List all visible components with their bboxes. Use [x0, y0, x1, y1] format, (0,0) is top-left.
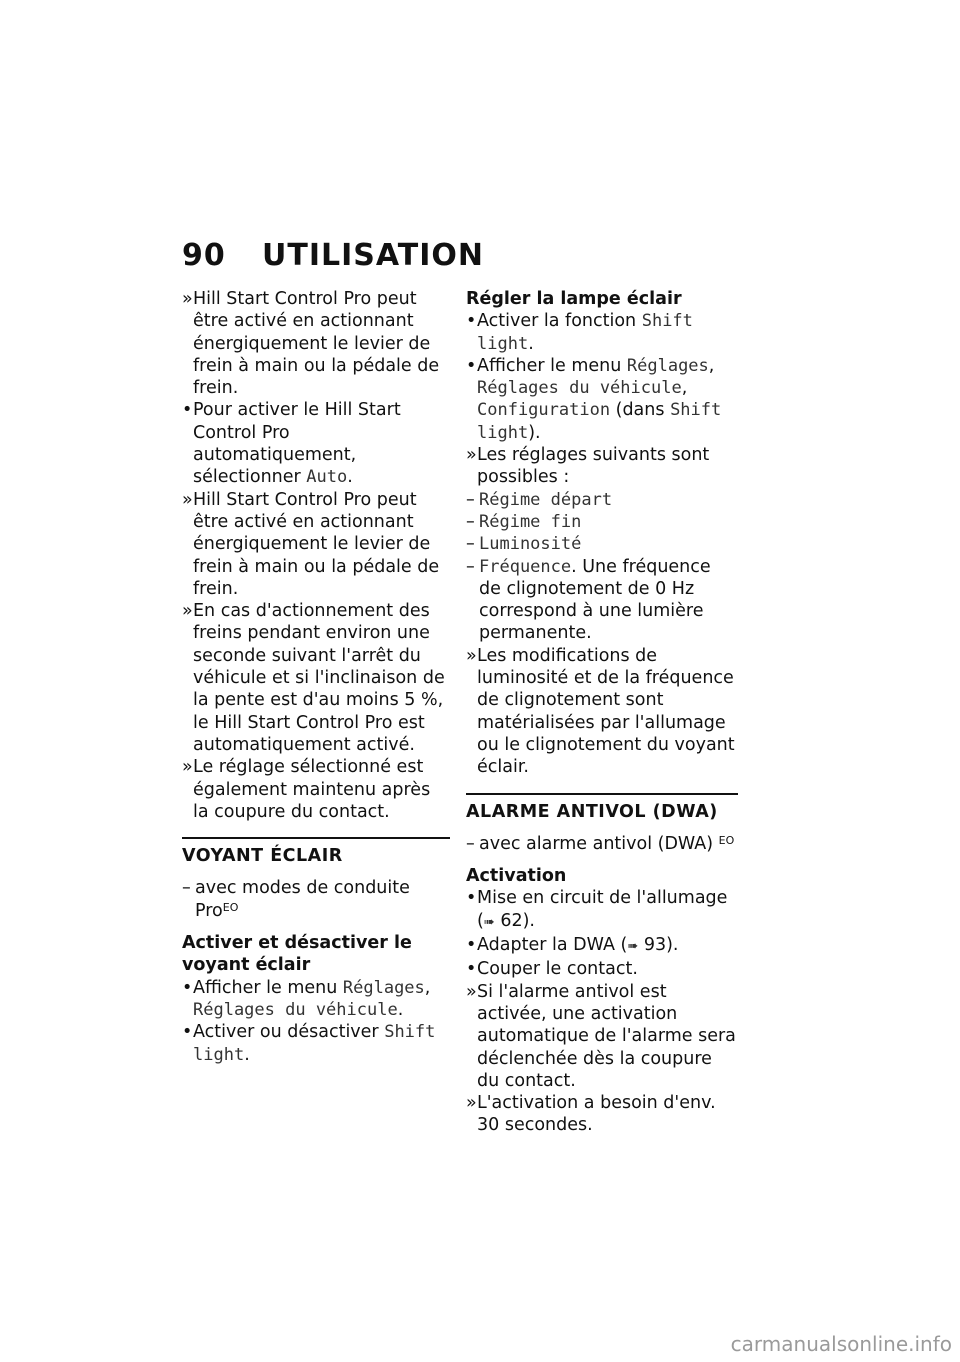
subheading-activation: Activation	[466, 866, 567, 887]
bullet-item: • Couper le contact.	[466, 959, 638, 980]
bullet-icon: •	[466, 959, 477, 980]
result-item: » Si l'alarme antivol est activée, une activation automatique de l'alarme sera déclenchée dès la coupure du contact.	[466, 981, 736, 1091]
eo-superscript: EO	[718, 833, 735, 847]
watermark: carmanualsonline.info	[730, 1332, 952, 1356]
result-item: » En cas d'actionnement des freins pendant environ une seconde suivant l'arrêt du véhicule et si l'inclinaison de la pente est d'au moins 5 %, le Hill Start Control Pro est automatiquement activé.	[182, 601, 445, 755]
bullet-item: • Mise en circuit de l'allumage (➠ 62).	[466, 887, 738, 934]
page-reference-arrow-icon: ➠	[627, 939, 639, 955]
right-column	[466, 288, 738, 1137]
subheading-regler: Régler la lampe éclair	[466, 289, 682, 309]
result-arrow-icon: »	[466, 445, 477, 466]
bullet-item: • Activer la fonction Shift light.	[466, 311, 693, 354]
menu-option-auto: Auto	[306, 467, 348, 488]
eo-superscript: EO	[222, 900, 239, 914]
left-column	[182, 288, 450, 1066]
result-item: » Hill Start Control Pro peut être activé en actionnant énergiquement le levier de frein à main ou la pédale de frein.	[182, 289, 440, 399]
section-title-voyant: VOYANT ÉCLAIR	[182, 837, 450, 867]
bullet-icon: •	[466, 311, 477, 332]
optional-equipment-note: – avec alarme antivol (DWA) $^{EO}$	[466, 833, 735, 854]
bullet-item: • Afficher le menu Réglages, Réglages du véhicule.	[182, 977, 431, 1020]
subheading-activer: Activer et désactiver le voyant éclair	[182, 933, 412, 976]
page-reference-arrow-icon: ➠	[483, 914, 495, 930]
section-title-alarme: ALARME ANTIVOL (DWA)	[466, 793, 738, 823]
result-item: » Le réglage sélectionné est également maintenu après la coupure du contact.	[182, 757, 431, 822]
list-item: – Régime départ	[466, 489, 613, 510]
list-item: – Luminosité	[466, 534, 582, 555]
result-arrow-icon: »	[466, 981, 477, 1002]
result-arrow-icon: »	[182, 601, 193, 622]
chapter-title: UTILISATION	[262, 238, 484, 273]
optional-equipment-note: – avec modes de conduite Pro$^{EO}$	[182, 878, 410, 921]
list-item: – Fréquence. Une fréquence de clignotement de 0 Hz correspond à une lumière permanente.	[466, 556, 711, 644]
page-reference: 93	[643, 935, 667, 956]
bullet-icon: •	[466, 888, 477, 909]
bullet-icon: •	[182, 977, 193, 998]
result-arrow-icon: »	[182, 757, 193, 778]
bullet-item: • Afficher le menu Réglages, Réglages du véhicule, Configuration (dans Shift light).	[466, 355, 722, 443]
list-item: – Régime fin	[466, 511, 582, 532]
bullet-icon: •	[182, 400, 193, 421]
bullet-item: • Pour activer le Hill Start Control Pro automatiquement, sélectionner Auto.	[182, 400, 401, 488]
result-arrow-icon: »	[182, 289, 193, 309]
bullet-item: • Activer ou désactiver Shift light.	[182, 1022, 436, 1065]
result-item: » L'activation a besoin d'env. 30 secondes.	[466, 1093, 716, 1136]
page-header	[182, 238, 482, 273]
bullet-icon: •	[466, 355, 477, 376]
bullet-icon: •	[466, 935, 477, 956]
result-item: » Les réglages suivants sont possibles :	[466, 445, 710, 488]
result-arrow-icon: »	[466, 1093, 477, 1114]
result-arrow-icon: »	[182, 489, 193, 510]
page-number: 90	[182, 238, 226, 273]
bullet-icon: •	[182, 1022, 193, 1043]
result-arrow-icon: »	[466, 645, 477, 666]
result-item: » Hill Start Control Pro peut être activé en actionnant énergiquement le levier de frein à main ou la pédale de frein.	[182, 489, 440, 599]
bullet-item: • Adapter la DWA (➠ 93).	[466, 934, 738, 958]
page-reference: 62	[500, 910, 523, 931]
result-item: » Les modifications de luminosité et de la fréquence de clignotement sont matérialisées par l'allumage ou le clignotement du voyant éclair.	[466, 645, 735, 778]
